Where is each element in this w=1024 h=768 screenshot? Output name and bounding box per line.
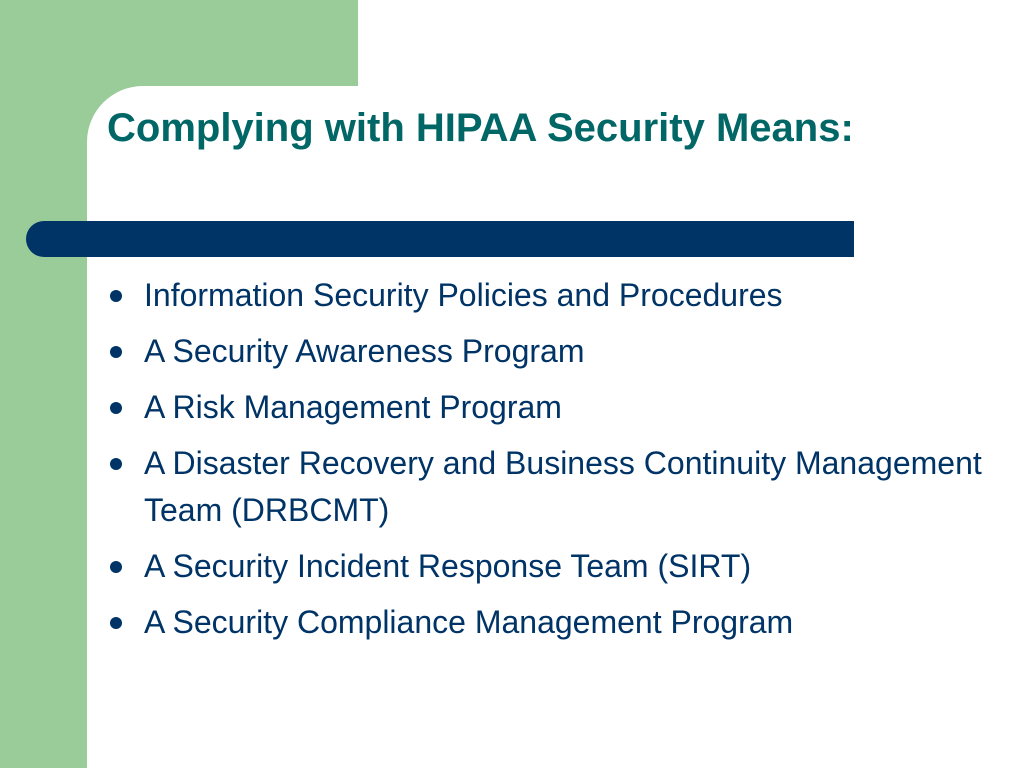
bullet-icon: [110, 561, 122, 573]
bullet-item: [108, 384, 1008, 431]
bullet-text: Information Security Policies and Procedures: [144, 277, 783, 313]
bullet-text: A Disaster Recovery and Business Continuity Management Team (DRBCMT): [144, 445, 982, 528]
bullet-list: [108, 272, 1008, 655]
bullet-item: [108, 543, 1008, 590]
bullet-icon: [110, 346, 122, 358]
title-divider-bar: [26, 221, 854, 257]
bullet-item: [108, 440, 1008, 534]
bullet-text: A Security Compliance Management Program: [144, 604, 794, 640]
bullet-text: A Risk Management Program: [144, 389, 562, 425]
slide-title: Complying with HIPAA Security Means:: [107, 106, 854, 150]
bullet-icon: [110, 402, 122, 414]
bullet-icon: [110, 458, 122, 470]
bullet-text: A Security Awareness Program: [144, 333, 585, 369]
bullet-item: [108, 599, 1008, 646]
bullet-item: [108, 272, 1008, 319]
bullet-icon: [110, 290, 122, 302]
bullet-icon: [110, 617, 122, 629]
bullet-text: A Security Incident Response Team (SIRT): [144, 548, 752, 584]
bullet-item: [108, 328, 1008, 375]
